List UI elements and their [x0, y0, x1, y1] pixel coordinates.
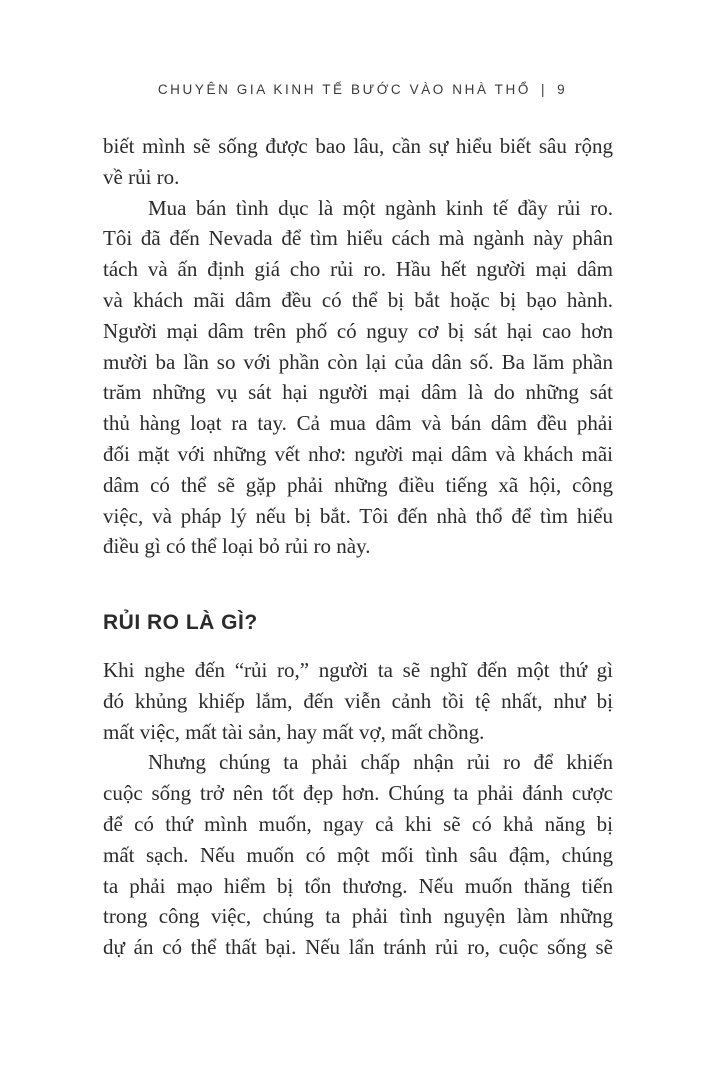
- text-line: Tôi đã đến Nevada để tìm hiểu cách mà ngành này phân: [103, 226, 613, 251]
- running-header: [0, 82, 725, 97]
- text-line: tách và ấn định giá cho rủi ro. Hầu hết người mại dâm: [103, 257, 613, 282]
- text-line: đối mặt với những vết nhơ: người mại dâm và khách mãi: [103, 441, 613, 466]
- text-line: việc, và pháp lý nếu bị bắt. Tôi đến nhà thổ để tìm hiểu: [103, 503, 613, 528]
- text-line: thủ hàng loạt ra tay. Cả mua dâm và bán dâm đều phải: [103, 411, 613, 436]
- text-line: Khi nghe đến “rủi ro,” người ta sẽ nghĩ đến một thứ gì: [103, 658, 613, 682]
- header-separator: |: [540, 82, 548, 97]
- text-line: đó khủng khiếp lắm, đến viễn cảnh tồi tệ nhất, như bị: [103, 688, 613, 713]
- running-title: CHUYÊN GIA KINH TẾ BƯỚC VÀO NHÀ THỔ: [157, 82, 531, 97]
- text-line: về rủi ro.: [103, 164, 180, 189]
- text-line: biết mình sẽ sống được bao lâu, cần sự hiểu biết sâu rộng: [103, 134, 613, 158]
- section-heading: RỦI RO LÀ GÌ?: [103, 611, 258, 634]
- text-line: trong công việc, chúng ta phải tình nguyện làm những: [103, 904, 613, 929]
- text-line: điều gì có thể loại bỏ rủi ro này.: [103, 534, 371, 559]
- text-line: Mua bán tình dục là một ngành kinh tế đầy rủi ro.: [148, 195, 613, 220]
- paragraph-block-1: [103, 131, 613, 562]
- text-line: dâm có thể sẽ gặp phải những điều tiếng xã hội, công: [103, 472, 613, 497]
- text-line: cuộc sống trở nên tốt đẹp hơn. Chúng ta phải đánh cược: [103, 781, 613, 806]
- text-line: ta phải mạo hiểm bị tổn thương. Nếu muốn thăng tiến: [103, 873, 613, 898]
- text-line: dự án có thể thất bại. Nếu lẩn tránh rủi ro, cuộc sống sẽ: [103, 935, 613, 960]
- page-number: 9: [557, 82, 568, 97]
- text-line: Nhưng chúng ta phải chấp nhận rủi ro để khiến: [148, 750, 613, 775]
- text-line: mất việc, mất tài sản, hay mất vợ, mất chồng.: [103, 719, 485, 744]
- text-line: và khách mãi dâm đều có thể bị bắt hoặc bị bạo hành.: [103, 287, 613, 312]
- text-line: Người mại dâm trên phố có nguy cơ bị sát hại cao hơn: [103, 318, 613, 343]
- paragraph-block-2: [103, 655, 613, 963]
- text-line: để có thứ mình muốn, ngay cả khi sẽ có khả năng bị: [103, 811, 613, 836]
- text-line: mất sạch. Nếu muốn có một mối tình sâu đậm, chúng: [103, 842, 613, 867]
- text-line: mười ba lần so với phần còn lại của dân số. Ba lăm phần: [103, 349, 613, 374]
- text-line: trăm những vụ sát hại người mại dâm là do những sát: [103, 380, 613, 405]
